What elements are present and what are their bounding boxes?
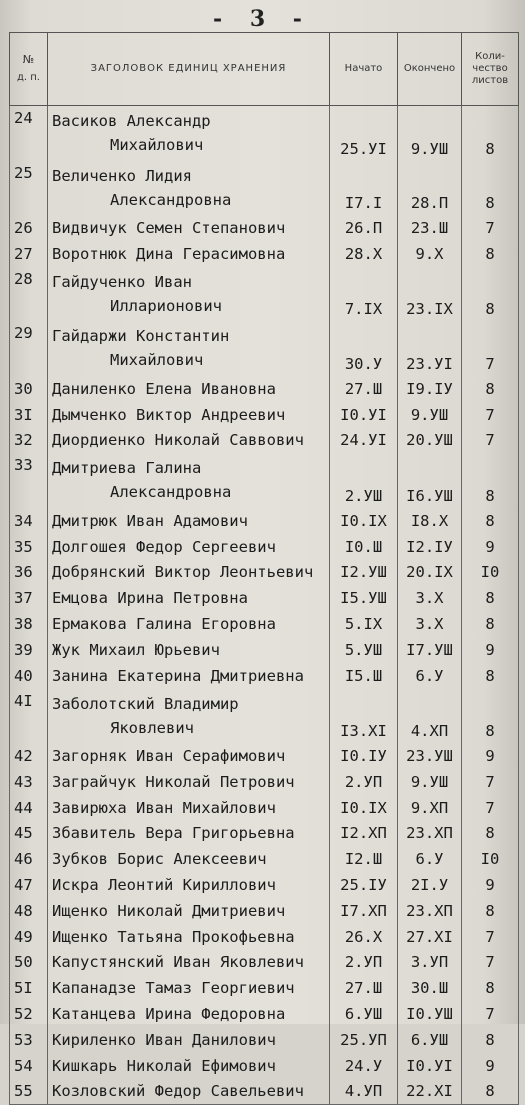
row-title-line1: Жук Михаил Юрьевич [52,640,220,659]
row-title-line1: Ищенко Татьяна Прокофьевна [52,927,295,946]
row-end-date: 23.УШ [398,743,462,769]
row-end-date: 3.УП [398,950,462,976]
row-title [48,585,330,611]
table-row [10,872,519,898]
row-end-date: 20.УШ [398,428,462,454]
row-title-line2: Михайлович [110,136,204,154]
row-title [48,1078,330,1104]
row-start-date: I0.Ш [330,534,398,560]
table-row [10,534,519,560]
header-number-line2: д. п. [17,72,40,83]
header-end: Окончено [398,33,462,106]
table-body [10,106,519,1105]
row-title [48,267,330,322]
row-number: 40 [10,663,48,689]
row-title [48,689,330,744]
row-number: 54 [10,1053,48,1079]
row-title [48,321,330,376]
row-number: 26 [10,215,48,241]
row-sheet-count: 8 [462,508,519,534]
row-title-line1: Завирюха Иван Михайлович [52,798,276,817]
row-title-line1: Заболотский Владимир [52,694,239,713]
row-number: 49 [10,924,48,950]
row-number: 38 [10,611,48,637]
table-row [10,402,519,428]
row-sheet-count: 7 [462,428,519,454]
row-sheet-count: 8 [462,241,519,267]
table-row [10,1053,519,1079]
row-start-date: 25.УI [330,106,398,161]
header-sheets [462,33,519,106]
row-end-date: 23.ХП [398,898,462,924]
row-title-line1: Збавитель Вера Григорьевна [52,824,295,843]
table-row [10,663,519,689]
table-row [10,769,519,795]
row-title-line1: Заграйчук Николай Петрович [52,772,295,791]
row-title [48,637,330,663]
row-title-line2: Александровна [110,483,232,502]
row-sheet-count: 7 [462,215,519,241]
row-number: 28 [10,267,48,322]
row-sheet-count: 7 [462,321,519,376]
row-start-date: 5.УШ [330,637,398,663]
row-title [48,161,330,216]
row-end-date: 23.УI [398,321,462,376]
row-title [48,924,330,950]
row-number: 47 [10,872,48,898]
row-sheet-count: 7 [462,795,519,821]
row-sheet-count: 8 [462,663,519,689]
row-sheet-count: 8 [462,267,519,322]
header-sheets-line2: чество [472,63,508,74]
row-sheet-count: 8 [462,376,519,402]
row-end-date: 9.УШ [398,402,462,428]
row-number: 48 [10,898,48,924]
row-number: 52 [10,1001,48,1027]
row-title [48,872,330,898]
row-start-date: 25.УП [330,1027,398,1053]
row-title [48,795,330,821]
row-title [48,611,330,637]
table-row [10,241,519,267]
row-title [48,846,330,872]
table-row [10,161,519,216]
row-title-line2: Илларионович [110,296,222,315]
row-start-date: 2.УП [330,769,398,795]
row-number: 5I [10,975,48,1001]
row-title [48,1001,330,1027]
row-end-date: I9.IУ [398,376,462,402]
row-title [48,534,330,560]
row-title [48,743,330,769]
row-title-line1: Долгошея Федор Сергеевич [52,537,276,556]
row-start-date: 26.П [330,215,398,241]
row-number: 25 [10,161,48,216]
row-sheet-count: 8 [462,453,519,508]
row-start-date: 24.УI [330,428,398,454]
row-start-date: 7.IХ [330,267,398,322]
header-number [10,33,48,106]
row-number: 30 [10,376,48,402]
row-sheet-count: 8 [462,689,519,744]
table-row [10,560,519,586]
row-end-date: I0.УШ [398,1001,462,1027]
table-row [10,453,519,508]
row-end-date: 23.ХП [398,821,462,847]
table-row [10,637,519,663]
header-start: Начато [330,33,398,106]
row-start-date: I0.IХ [330,795,398,821]
table-row [10,898,519,924]
row-number: 27 [10,241,48,267]
row-sheet-count: 7 [462,950,519,976]
row-title-line1: Добрянский Виктор Леонтьевич [52,563,314,582]
row-title-line2: Михайлович [110,351,204,370]
table-row [10,376,519,402]
row-sheet-count: 9 [462,637,519,663]
row-number: 37 [10,585,48,611]
row-title-line1: Капанадзе Тамаз Георгиевич [52,979,295,998]
row-end-date: 22.ХI [398,1078,462,1104]
header-sheets-line1: Коли- [475,51,505,62]
row-sheet-count: 7 [462,402,519,428]
table-row [10,611,519,637]
row-title [48,241,330,267]
row-title-line1: Гайдаржи Константин [52,327,230,346]
row-title-line1: Капустянский Иван Яковлевич [52,953,304,972]
row-title [48,376,330,402]
row-title [48,950,330,976]
row-title-line1: Гайдученко Иван [52,272,192,291]
row-sheet-count: I0 [462,846,519,872]
row-title-line1: Кишкарь Николай Ефимович [52,1056,276,1075]
row-title-line1: Величенко Лидия [52,166,192,185]
row-sheet-count: I0 [462,560,519,586]
row-title [48,402,330,428]
row-end-date: 6.УШ [398,1027,462,1053]
table-row [10,950,519,976]
row-title-line1: Занина Екатерина Дмитриевна [52,666,304,685]
row-number: 50 [10,950,48,976]
table-row [10,321,519,376]
row-number: 45 [10,821,48,847]
row-title-line1: Дмитриева Галина [52,459,202,478]
row-title-line1: Дмитрюк Иван Адамович [52,511,248,530]
row-title-line1: Даниленко Елена Ивановна [52,379,276,398]
row-title-line2: Яковлевич [110,718,194,737]
row-start-date: I5.Ш [330,663,398,689]
row-title-line1: Ермакова Галина Егоровна [52,615,276,634]
row-sheet-count: 8 [462,1027,519,1053]
row-start-date: I7.ХП [330,898,398,924]
row-end-date: 30.Ш [398,975,462,1001]
table-row [10,267,519,322]
row-number: 44 [10,795,48,821]
row-start-date: I2.ХП [330,821,398,847]
row-start-date: 26.Х [330,924,398,950]
row-start-date: I0.IУ [330,743,398,769]
row-title [48,821,330,847]
row-number: 46 [10,846,48,872]
table-row [10,795,519,821]
row-start-date: 4.УП [330,1078,398,1104]
row-start-date: I2.Ш [330,846,398,872]
row-number: 32 [10,428,48,454]
row-sheet-count: 7 [462,1001,519,1027]
row-number: 53 [10,1027,48,1053]
row-title-line1: Емцова Ирина Петровна [52,589,248,608]
row-end-date: 9.УШ [398,106,462,161]
row-start-date: 2.УШ [330,453,398,508]
row-end-date: 9.УШ [398,769,462,795]
row-title-line1: Искра Леонтий Кириллович [52,876,276,894]
row-sheet-count: 7 [462,769,519,795]
table-row [10,689,519,744]
row-start-date: I0.УI [330,402,398,428]
row-end-date: I8.Х [398,508,462,534]
row-end-date: 3.Х [398,585,462,611]
row-number: 33 [10,453,48,508]
table-row [10,106,519,161]
row-number: 36 [10,560,48,586]
row-end-date: 3.Х [398,611,462,637]
row-title-line1: Дымченко Виктор Андреевич [52,405,286,424]
row-sheet-count: 8 [462,821,519,847]
row-start-date: 24.У [330,1053,398,1079]
inventory-table [9,32,519,1105]
row-end-date: I0.УI [398,1053,462,1079]
table-row [10,924,519,950]
row-end-date: I2.IУ [398,534,462,560]
row-number: 35 [10,534,48,560]
row-title-line1: Воротнюк Дина Герасимовна [52,244,286,263]
row-number: 39 [10,637,48,663]
row-start-date: I3.ХI [330,689,398,744]
row-title [48,560,330,586]
row-number: 4I [10,689,48,744]
row-end-date: 9.Х [398,241,462,267]
row-start-date: 27.Ш [330,975,398,1001]
table-row [10,215,519,241]
row-end-date: 23.IХ [398,267,462,322]
row-start-date: 6.УШ [330,1001,398,1027]
row-title [48,428,330,454]
row-end-date: 2I.У [398,872,462,898]
row-title [48,215,330,241]
header-sheets-line3: листов [471,75,509,86]
row-sheet-count: 8 [462,975,519,1001]
row-start-date: I5.УШ [330,585,398,611]
row-title [48,1053,330,1079]
row-sheet-count: 8 [462,106,519,161]
row-number: 43 [10,769,48,795]
table-row [10,428,519,454]
row-start-date: 25.IУ [330,872,398,898]
page-number: - 3 - [213,6,312,32]
row-number: 3I [10,402,48,428]
row-title [48,769,330,795]
row-title-line2: Александровна [110,190,232,209]
row-sheet-count: 7 [462,924,519,950]
table-row [10,508,519,534]
table-row [10,1001,519,1027]
row-number: 55 [10,1078,48,1104]
row-end-date: I7.УШ [398,637,462,663]
row-start-date: I2.УШ [330,560,398,586]
table-row [10,975,519,1001]
row-title [48,508,330,534]
row-sheet-count: 8 [462,898,519,924]
row-start-date: I0.IХ [330,508,398,534]
row-title-line1: Васиков Александр [52,112,211,130]
row-title [48,453,330,508]
table-row [10,1078,519,1104]
row-title-line1: Козловский Федор Савельевич [52,1082,304,1101]
row-end-date: 6.У [398,663,462,689]
row-sheet-count: 9 [462,872,519,898]
row-number: 42 [10,743,48,769]
table-row [10,1027,519,1053]
table-row [10,585,519,611]
table-row [10,846,519,872]
table-row [10,821,519,847]
row-title [48,975,330,1001]
row-end-date: 28.П [398,161,462,216]
row-start-date: 2.УП [330,950,398,976]
row-sheet-count: 8 [462,585,519,611]
row-title-line1: Ищенко Николай Дмитриевич [52,901,286,920]
row-start-date: I7.I [330,161,398,216]
header-row [10,33,519,106]
row-start-date: 28.Х [330,241,398,267]
row-start-date: 27.Ш [330,376,398,402]
row-start-date: 30.У [330,321,398,376]
row-end-date: 4.ХП [398,689,462,744]
row-sheet-count: 8 [462,1078,519,1104]
row-title [48,1027,330,1053]
row-end-date: 27.ХI [398,924,462,950]
row-start-date: 5.IХ [330,611,398,637]
row-end-date: I6.УШ [398,453,462,508]
row-sheet-count: 9 [462,534,519,560]
row-sheet-count: 8 [462,611,519,637]
row-number: 24 [10,106,48,161]
row-title [48,663,330,689]
row-title [48,898,330,924]
row-end-date: 20.IХ [398,560,462,586]
row-title-line1: Катанцева Ирина Федоровна [52,1004,286,1023]
table-row [10,743,519,769]
row-title-line1: Зубков Борис Алексеевич [52,850,267,869]
header-title: ЗАГОЛОВОК ЕДИНИЦ ХРАНЕНИЯ [48,33,330,106]
row-end-date: 6.У [398,846,462,872]
row-sheet-count: 8 [462,161,519,216]
row-title-line1: Загорняк Иван Серафимович [52,747,286,766]
row-sheet-count: 9 [462,743,519,769]
header-number-line1: № [22,53,35,66]
row-title-line1: Диордиенко Николай Саввович [52,431,304,450]
row-title-line1: Видвичук Семен Степанович [52,219,286,238]
row-end-date: 9.ХП [398,795,462,821]
row-number: 29 [10,321,48,376]
row-title-line1: Кириленко Иван Данилович [52,1030,276,1049]
row-title [48,106,330,161]
row-sheet-count: 9 [462,1053,519,1079]
row-end-date: 23.Ш [398,215,462,241]
row-number: 34 [10,508,48,534]
